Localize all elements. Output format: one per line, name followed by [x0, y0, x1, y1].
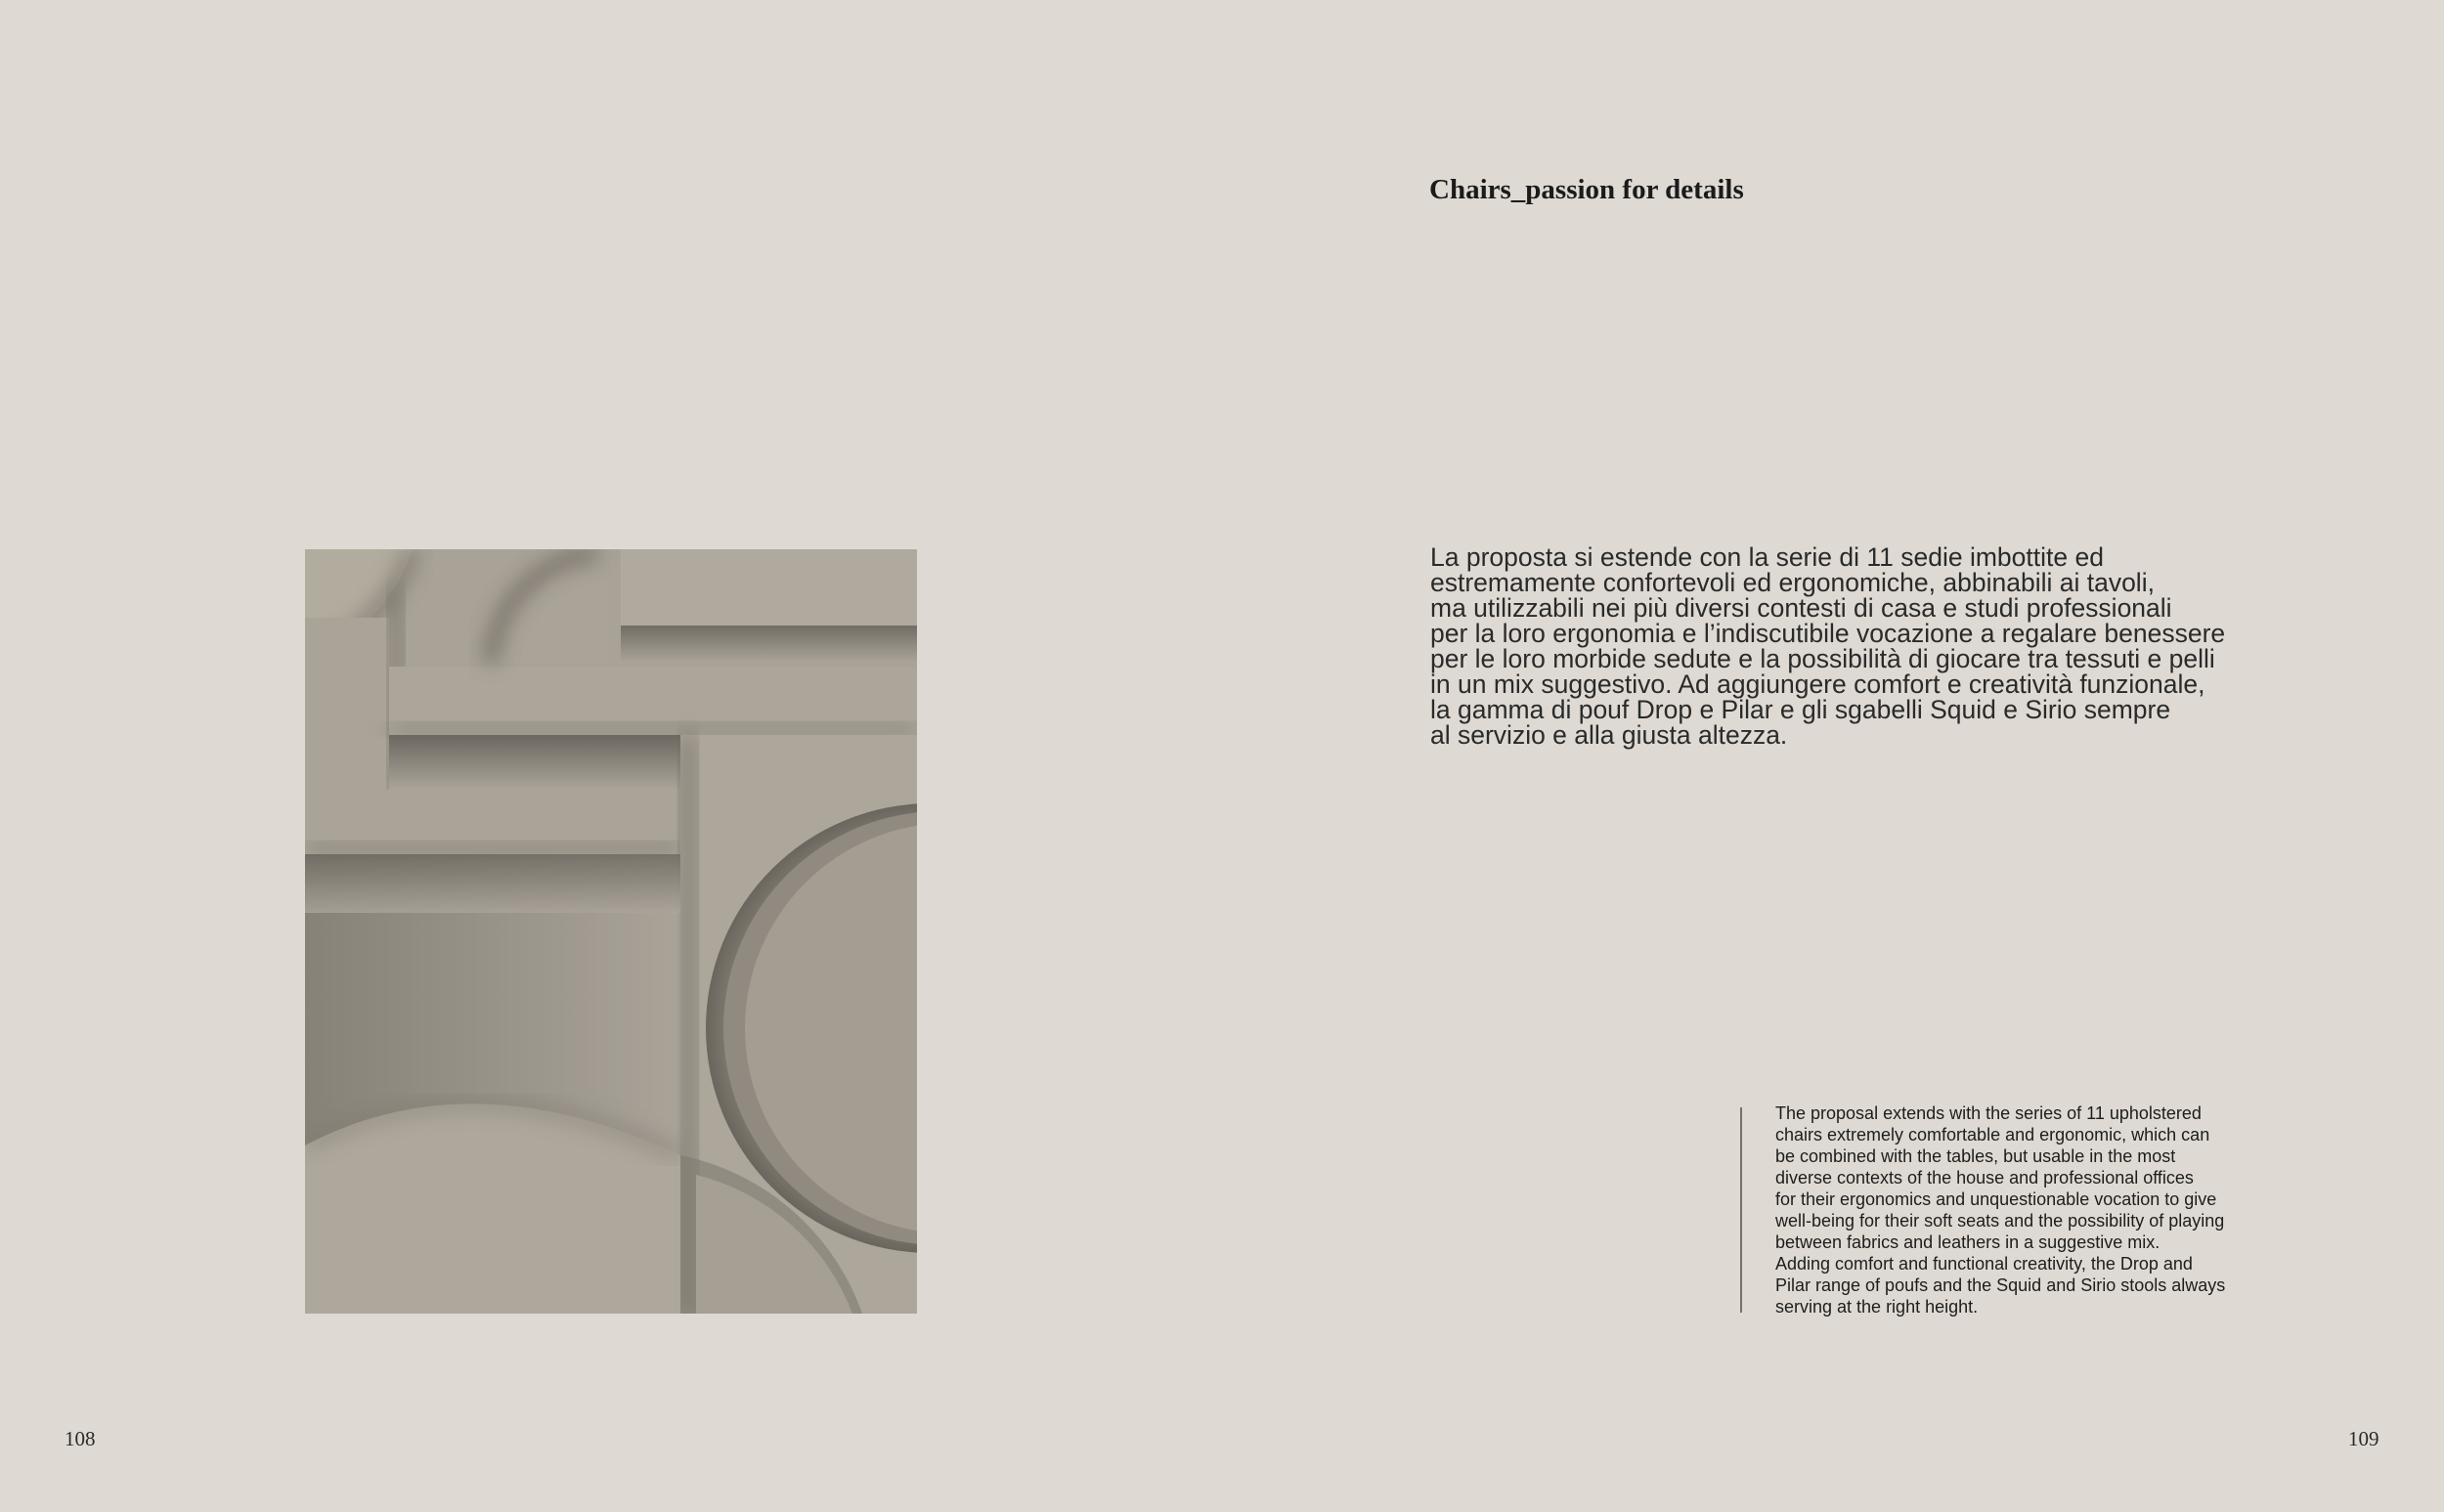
english-line: Adding comfort and functional creativity, the Drop and	[1775, 1254, 2193, 1274]
italian-line: ma utilizzabili nei più diversi contesti di casa e studi professionali	[1430, 593, 2172, 623]
section-heading: Chairs_passion for details	[1429, 174, 1744, 205]
english-line: for their ergonomics and unquestionable vocation to give	[1775, 1189, 2217, 1209]
italian-line: per la loro ergonomia e l’indiscutibile vocazione a regalare benessere	[1430, 619, 2226, 648]
english-line: diverse contexts of the house and professional offices	[1775, 1168, 2194, 1188]
english-line: serving at the right height.	[1775, 1297, 1979, 1317]
italian-line: per le loro morbide sedute e la possibilità di giocare tra tessuti e pelli	[1430, 644, 2215, 673]
english-line: between fabrics and leathers in a suggestive mix.	[1775, 1232, 2160, 1252]
page-number-right: 109	[2348, 1427, 2379, 1450]
vertical-divider	[1740, 1107, 1742, 1313]
page-number-left: 108	[65, 1427, 96, 1450]
italian-line: in un mix suggestivo. Ad aggiungere comfort e creatività funzionale,	[1430, 670, 2205, 699]
english-line: Pilar range of poufs and the Squid and Sirio stools always	[1775, 1275, 2226, 1295]
english-description	[1775, 1102, 2284, 1318]
italian-description	[1430, 544, 2349, 748]
italian-line: al servizio e alla giusta altezza.	[1430, 720, 1788, 750]
english-line: chairs extremely comfortable and ergonomic, which can	[1775, 1125, 2210, 1145]
english-line: be combined with the tables, but usable in the most	[1775, 1146, 2176, 1166]
english-line: well-being for their soft seats and the possibility of playing	[1775, 1211, 2225, 1231]
abstract-relief-graphic	[305, 549, 917, 1314]
italian-line: la gamma di pouf Drop e Pilar e gli sgabelli Squid e Sirio sempre	[1430, 695, 2171, 724]
english-line: The proposal extends with the series of 11 upholstered	[1775, 1103, 2202, 1123]
abstract-relief-artwork	[305, 549, 917, 1314]
italian-line: estremamente confortevoli ed ergonomiche, abbinabili ai tavoli,	[1430, 568, 2155, 597]
italian-line: La proposta si estende con la serie di 11 sedie imbottite ed	[1430, 542, 2104, 572]
